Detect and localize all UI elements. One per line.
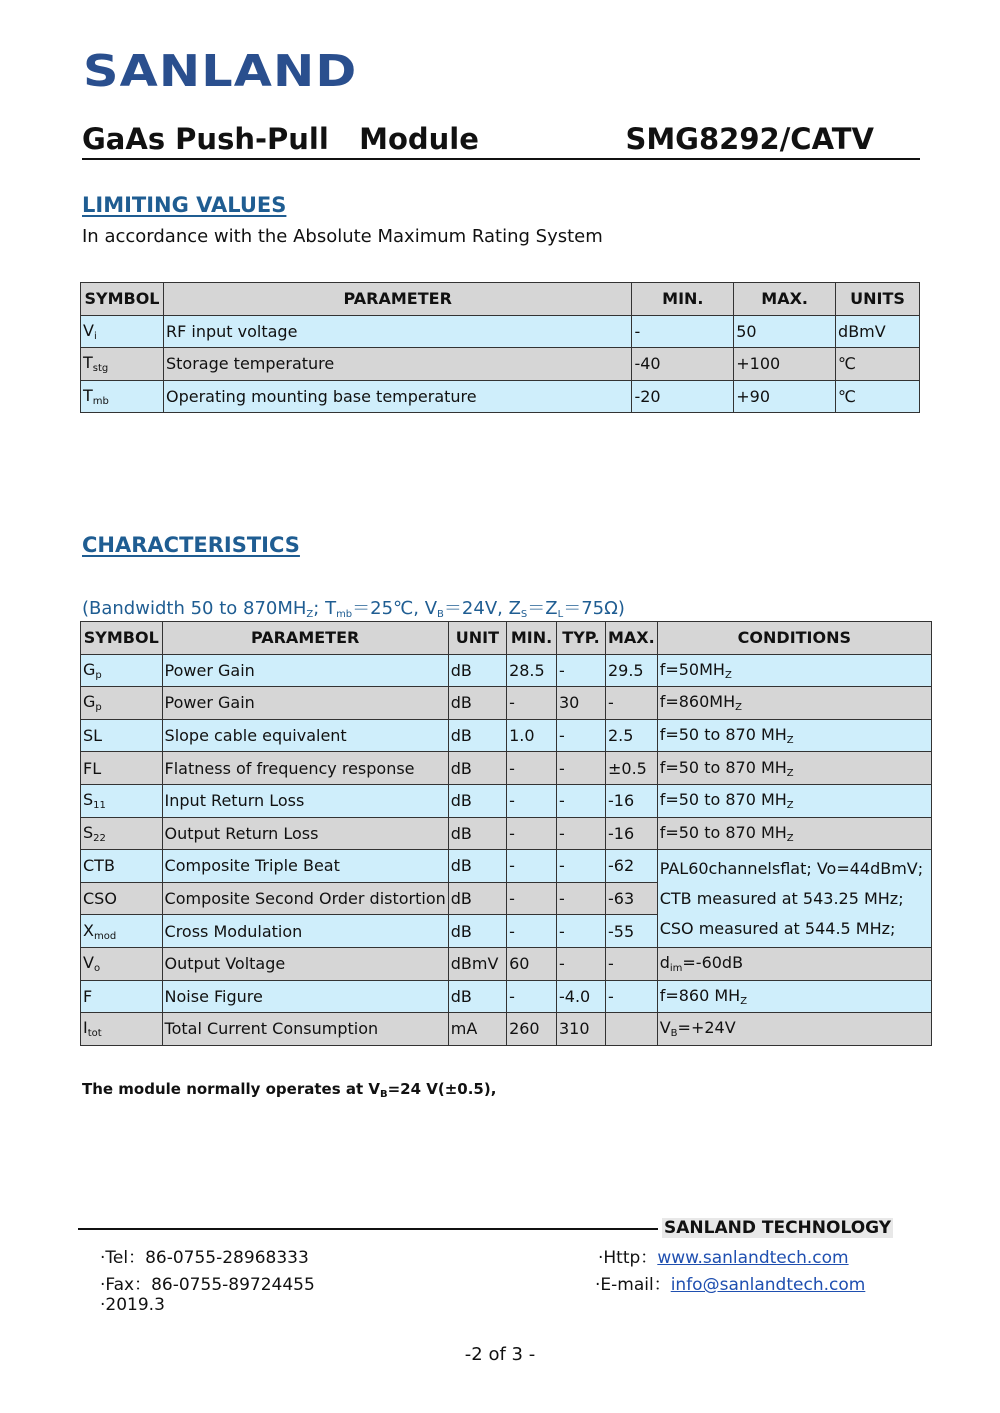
footer-company: SANLAND TECHNOLOGY [664,1218,892,1238]
column-header: SYMBOL [81,622,163,655]
table-row [81,784,932,817]
column-header: SYMBOL [81,283,164,316]
conditions-cell: $V_B=+24V$ [657,1013,931,1046]
footer-email-label: ·E-mail： [595,1275,671,1295]
footer-fax: ·Fax：86-0755-89724455 [100,1275,315,1295]
column-header: MIN. [507,622,557,655]
min-cell: - [507,850,557,883]
conditions-cell: $d_{im}=-60dB$ [657,947,931,980]
conditions-cell: f=860 $MH_Z$ [657,980,931,1013]
email-link[interactable]: info@sanlandtech.com [670,1275,866,1295]
parameter-cell: Storage temperature [163,348,631,381]
conditions-line: PAL60channelsflat; Vo=44dBmV; [659,858,924,878]
typ-cell: - [556,850,605,883]
unit-cell: dB [448,654,506,687]
symbol-cell: CTB [81,850,163,883]
footer-date: ·2019.3 [100,1295,165,1315]
parameter-cell: Composite Triple Beat [162,850,448,883]
symbol-cell: $X_{mod}$ [81,915,163,948]
units-cell: ℃ [836,380,920,413]
symbol-cell: $S_{22}$ [81,817,163,850]
conditions-line: CSO measured at 544.5 MHz; [659,918,896,938]
table-row [81,1013,932,1046]
max-cell [605,1013,657,1046]
unit-cell: dB [448,817,506,850]
symbol-cell: $S_{11}$ [81,784,163,817]
table-row [81,654,932,687]
max-cell: - [605,687,657,720]
symbol-cell: $I_{tot}$ [81,1013,163,1046]
max-cell: -63 [605,882,657,915]
table-row [81,348,920,381]
test-conditions: (Bandwidth 50 to $870MH_Z$; $T_{mb}=25℃$, $V_B=24V$, $Z_S=Z_L=75\Omega$) [82,598,625,620]
units-cell: dBmV [836,315,920,348]
column-header: UNIT [448,622,506,655]
footer-website [598,1243,849,1268]
max-cell: 50 [734,315,836,348]
unit-cell: dB [448,752,506,785]
conditions-cell: f=50 to 870 $MH_Z$ [657,752,931,785]
typ-cell: 310 [556,1013,605,1046]
characteristics-heading: CHARACTERISTICS [82,533,300,557]
symbol-cell: $V_i$ [81,315,164,348]
max-cell: +100 [734,348,836,381]
column-header: CONDITIONS [657,622,931,655]
page-number: -2 of 3 - [464,1344,536,1365]
parameter-cell: Output Voltage [162,947,448,980]
parameter-cell: Power Gain [162,654,448,687]
min-cell: 260 [507,1013,557,1046]
max-cell: -62 [605,850,657,883]
typ-cell: - [556,817,605,850]
typ-cell: - [556,882,605,915]
table-row [81,719,932,752]
column-header: MIN. [632,283,734,316]
symbol-cell: F [81,980,163,1013]
conditions-merged-cell [657,850,931,948]
max-cell: -16 [605,784,657,817]
parameter-cell: Slope cable equivalent [162,719,448,752]
min-cell: - [507,980,557,1013]
document-header [82,122,920,160]
min-cell: - [507,687,557,720]
unit-cell: dB [448,915,506,948]
symbol-cell: SL [81,719,163,752]
parameter-cell: Composite Second Order distortion [162,882,448,915]
typ-cell: - [556,947,605,980]
conditions-cell: f=50 to 870 $MH_Z$ [657,784,931,817]
min-cell: 1.0 [507,719,557,752]
min-cell: - [507,784,557,817]
units-cell: ℃ [836,348,920,381]
limiting-values-heading: LIMITING VALUES [82,193,287,217]
column-header: PARAMETER [162,622,448,655]
min-cell: -20 [632,380,734,413]
column-header: TYP. [556,622,605,655]
max-cell: 2.5 [605,719,657,752]
typ-cell: 30 [556,687,605,720]
conditions-line: CTB measured at 543.25 MHz; [659,888,904,908]
website-link[interactable]: www.sanlandtech.com [657,1248,849,1268]
unit-cell: dB [448,980,506,1013]
parameter-cell: Power Gain [162,687,448,720]
max-cell: - [605,980,657,1013]
unit-cell: dBmV [448,947,506,980]
min-cell: 60 [507,947,557,980]
footer-http-label: ·Http： [598,1248,658,1268]
min-cell: - [507,915,557,948]
parameter-cell: Operating mounting base temperature [163,380,631,413]
unit-cell: dB [448,850,506,883]
symbol-cell: $G_p$ [81,687,163,720]
table-row [81,380,920,413]
table-row [81,817,932,850]
conditions-cell: $f=860MH_Z$ [657,687,931,720]
typ-cell: - [556,719,605,752]
parameter-cell: Total Current Consumption [162,1013,448,1046]
table-row [81,752,932,785]
unit-cell: dB [448,687,506,720]
max-cell: - [605,947,657,980]
parameter-cell: Noise Figure [162,980,448,1013]
min-cell: -40 [632,348,734,381]
min-cell: - [507,817,557,850]
column-header: UNITS [836,283,920,316]
conditions-cell: $f=50MH_Z$ [657,654,931,687]
table-row [81,980,932,1013]
symbol-cell: $T_{mb}$ [81,380,164,413]
table-header-row [81,622,932,655]
model-number: SMG8292/CATV [625,122,874,156]
conditions-cell: f=50 to 870 $MH_Z$ [657,719,931,752]
max-cell: 29.5 [605,654,657,687]
brand-logo: SANLAND [83,46,358,97]
typ-cell: -4.0 [556,980,605,1013]
symbol-cell: CSO [81,882,163,915]
symbol-cell: $T_{stg}$ [81,348,164,381]
conditions-cell: f=50 to 870 $MH_Z$ [657,817,931,850]
table-row [81,947,932,980]
max-cell: -55 [605,915,657,948]
symbol-cell: $G_p$ [81,654,163,687]
unit-cell: dB [448,784,506,817]
parameter-cell: Input Return Loss [162,784,448,817]
typ-cell: - [556,752,605,785]
limiting-values-table [80,282,920,413]
symbol-cell: $V_o$ [81,947,163,980]
typ-cell: - [556,784,605,817]
symbol-cell: FL [81,752,163,785]
footer-divider [78,1228,658,1230]
unit-cell: dB [448,719,506,752]
footer-email [595,1270,865,1295]
column-header: PARAMETER [163,283,631,316]
column-header: MAX. [605,622,657,655]
operating-note: The module normally operates at $V_B=24$ V(±0.5), [82,1080,497,1100]
min-cell: 28.5 [507,654,557,687]
parameter-cell: Output Return Loss [162,817,448,850]
max-cell: -16 [605,817,657,850]
typ-cell: - [556,654,605,687]
parameter-cell: Flatness of frequency response [162,752,448,785]
characteristics-table [80,621,932,1046]
min-cell: - [632,315,734,348]
table-row [81,850,932,883]
table-row [81,315,920,348]
table-header-row [81,283,920,316]
parameter-cell: Cross Modulation [162,915,448,948]
limiting-values-subtitle: In accordance with the Absolute Maximum Rating System [82,226,603,247]
max-cell: +90 [734,380,836,413]
min-cell: - [507,882,557,915]
document-title: GaAs Push-Pull Module [82,122,479,156]
unit-cell: dB [448,882,506,915]
max-cell: ±0.5 [605,752,657,785]
unit-cell: mA [448,1013,506,1046]
min-cell: - [507,752,557,785]
footer-tel: ·Tel：86-0755-28968333 [100,1248,309,1268]
table-row [81,687,932,720]
parameter-cell: RF input voltage [163,315,631,348]
typ-cell: - [556,915,605,948]
column-header: MAX. [734,283,836,316]
